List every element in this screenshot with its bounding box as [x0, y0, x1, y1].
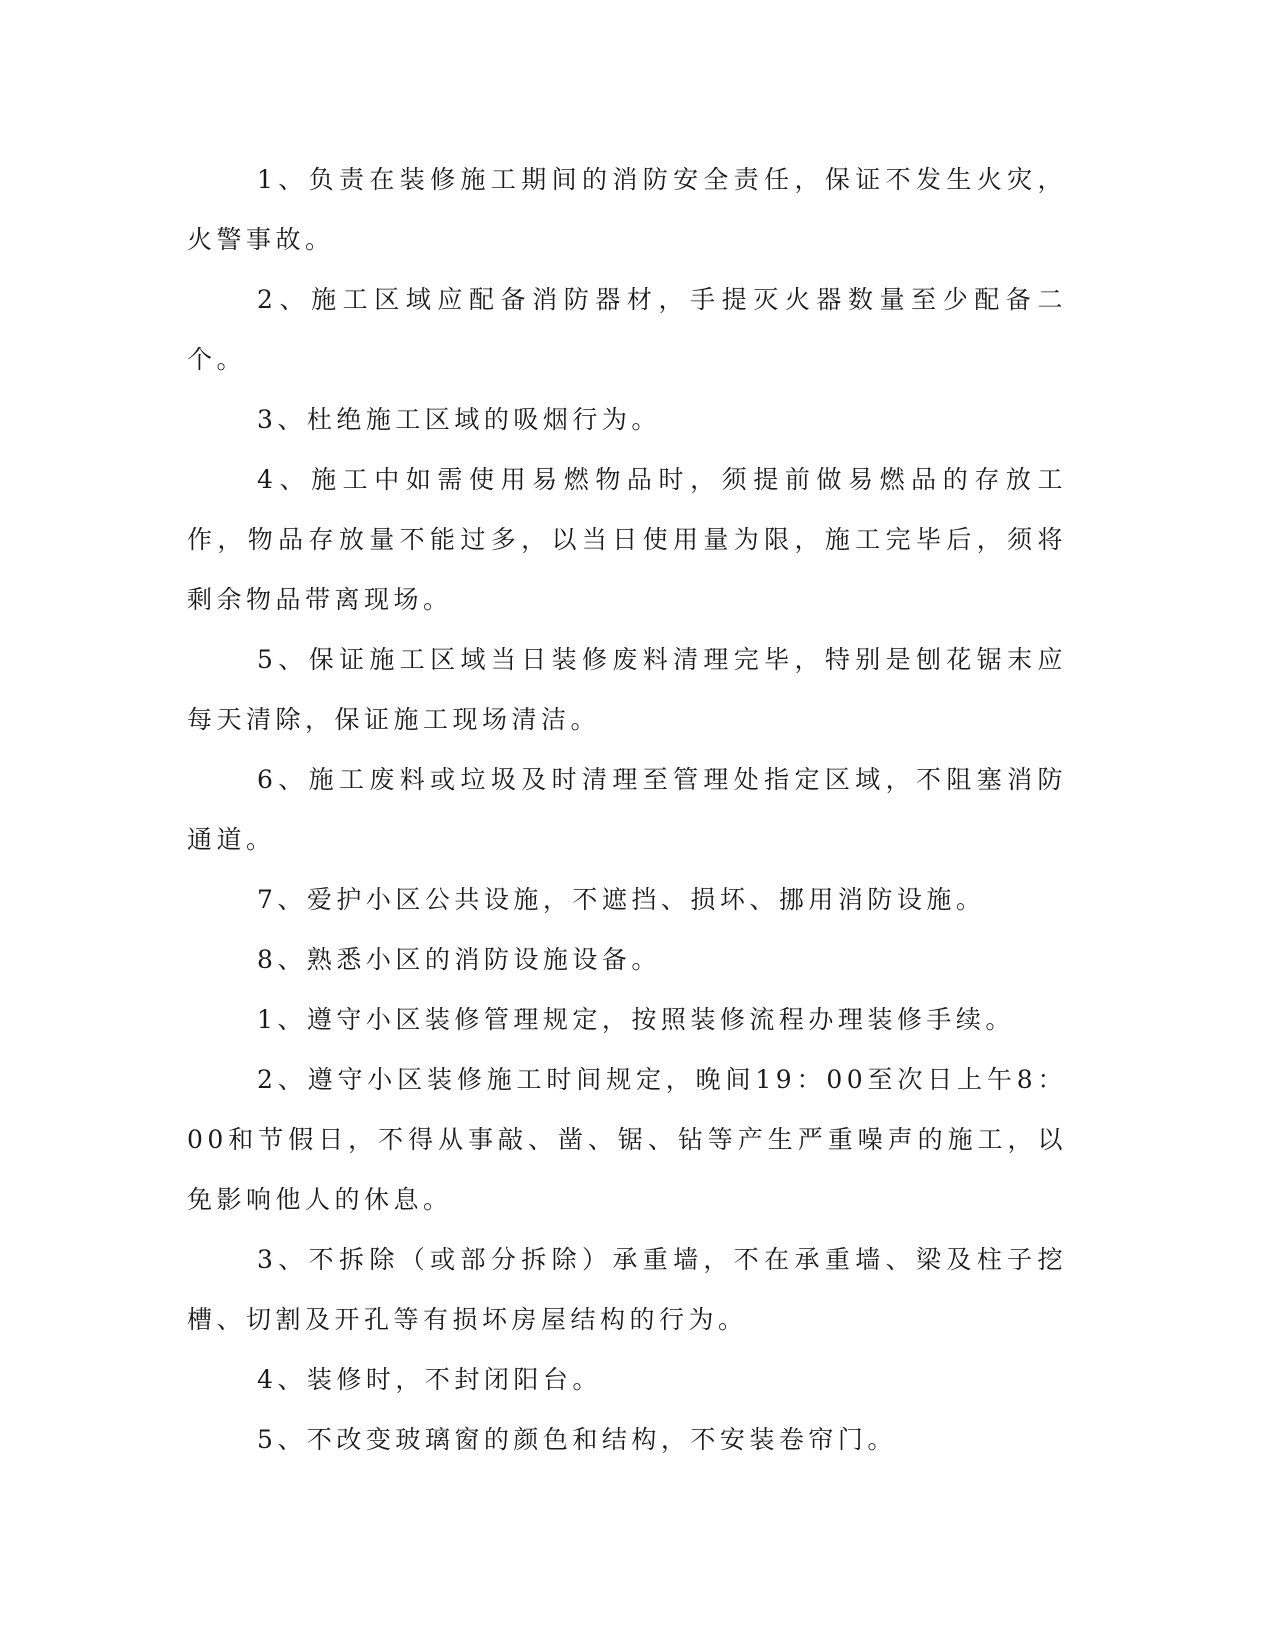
- paragraph-fire-safety-6: 6、施工废料或垃圾及时清理至管理处指定区域，不阻塞消防通道。: [187, 765, 1067, 854]
- paragraph-renovation-3: 3、不拆除（或部分拆除）承重墙，不在承重墙、梁及柱子挖槽、切割及开孔等有损坏房屋结构的行为。: [187, 1245, 1067, 1334]
- paragraph-renovation-5: 5、不改变玻璃窗的颜色和结构，不安装卷帘门。: [257, 1425, 897, 1454]
- paragraph-fire-safety-4: 4、施工中如需使用易燃物品时，须提前做易燃品的存放工作，物品存放量不能过多，以当日使用量为限，施工完毕后，须将剩余物品带离现场。: [187, 465, 1067, 614]
- paragraph-fire-safety-8: 8、熟悉小区的消防设施设备。: [257, 945, 661, 974]
- paragraph-fire-safety-7: 7、爱护小区公共设施，不遮挡、损坏、挪用消防设施。: [257, 885, 986, 914]
- paragraph-fire-safety-1: 1、负责在装修施工期间的消防安全责任，保证不发生火灾，火警事故。: [187, 165, 1067, 254]
- paragraph-renovation-4: 4、装修时，不封闭阳台。: [257, 1365, 602, 1394]
- paragraph-renovation-1: 1、遵守小区装修管理规定，按照装修流程办理装修手续。: [257, 1005, 1015, 1034]
- paragraph-fire-safety-3: 3、杜绝施工区域的吸烟行为。: [257, 405, 661, 434]
- paragraph-renovation-2: 2、遵守小区装修施工时间规定，晚间19：00至次日上午8：00和节假日，不得从事敲、凿、锯、钻等产生严重噪声的施工，以免影响他人的休息。: [187, 1065, 1067, 1214]
- document-body: [187, 150, 1067, 1470]
- paragraph-fire-safety-2: 2、施工区域应配备消防器材，手提灭火器数量至少配备二个。: [187, 285, 1067, 374]
- paragraph-fire-safety-5: 5、保证施工区域当日装修废料清理完毕，特别是刨花锯末应每天清除，保证施工现场清洁。: [187, 645, 1067, 734]
